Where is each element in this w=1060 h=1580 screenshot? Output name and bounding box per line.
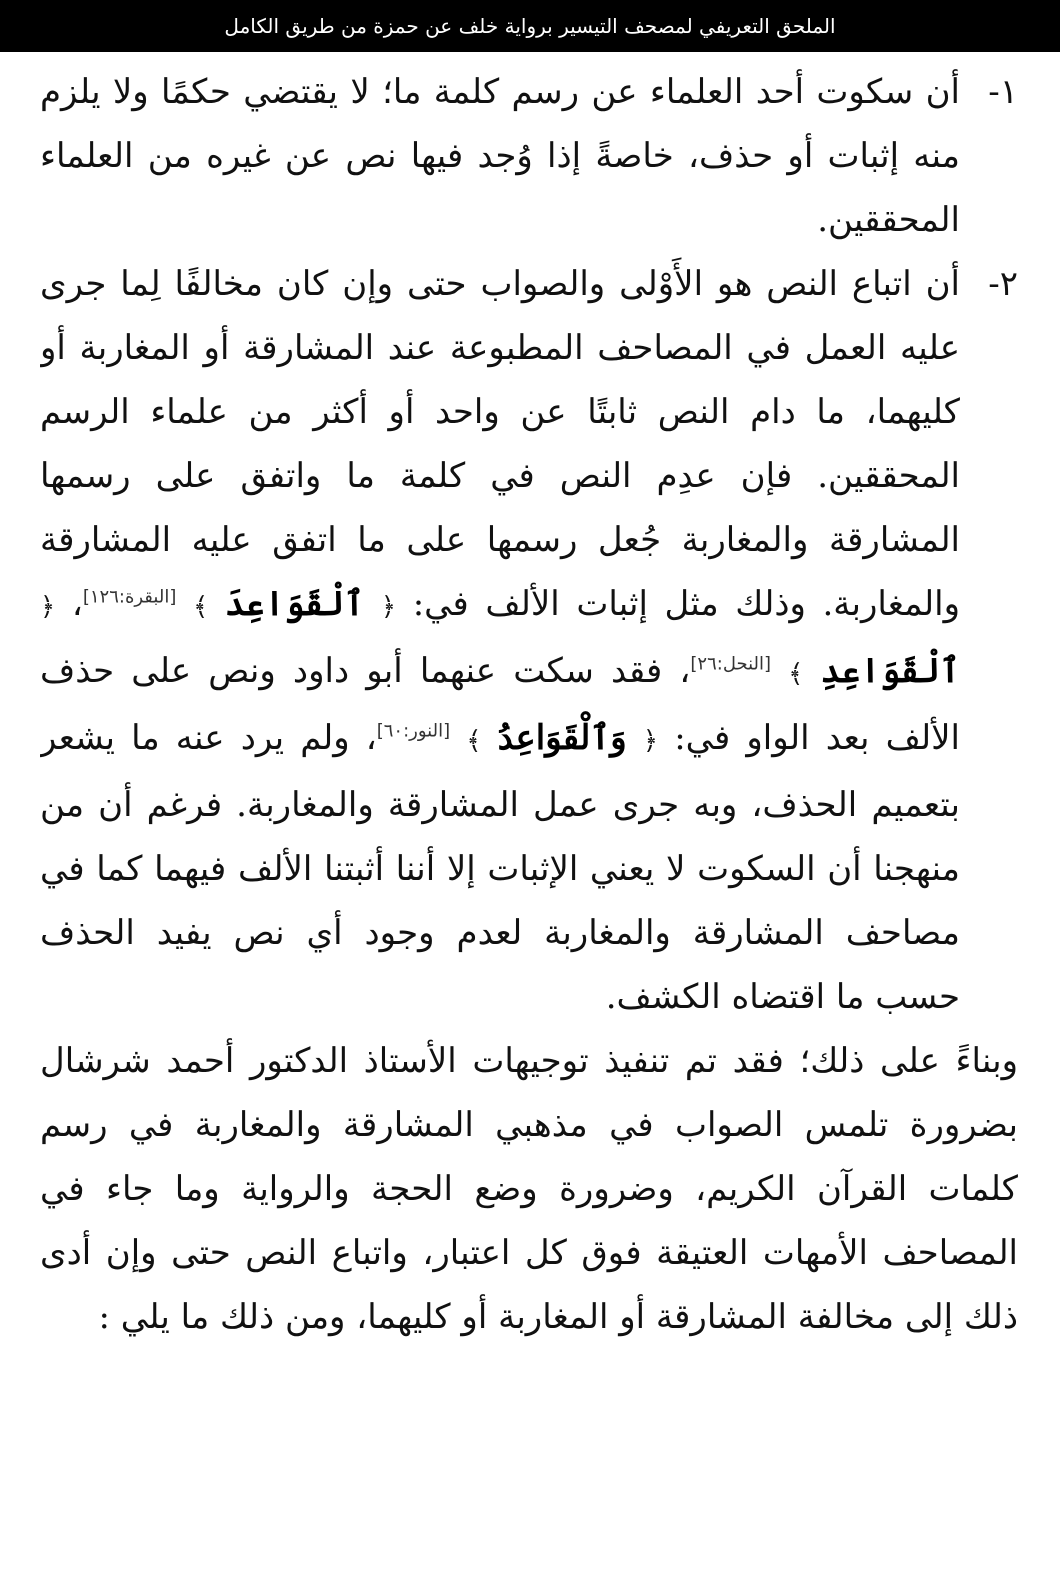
ornament-close: ﴾ (192, 592, 209, 622)
ornament-close: ﴾ (788, 659, 804, 689)
ornament-open: ﴿ (40, 592, 56, 622)
ornament-close: ﴾ (466, 726, 482, 756)
list-item-text: أن سكوت أحد العلماء عن رسم كلمة ما؛ لا يقتضي حكمًا ولا يلزم منه إثبات أو حذف، خاصةً إذا وُجد فيها نص عن غيره من العلماء المحققين. (40, 72, 960, 240)
quran-word-1: ٱلْقَوَاعِدَ (224, 584, 365, 624)
closing-paragraph: وبناءً على ذلك؛ فقد تم تنفيذ توجيهات الأستاذ الدكتور أحمد شرشال بضرورة تلمس الصواب في مذهبي المشارقة والمغاربة في رسم كلمات القرآن الكريم، وضرورة وضع الحجة والرواية وما جاء في المصاحف الأمهات العتيقة فوق كل اعتبار، واتباع النص حتى وإن أدى ذلك إلى مخالفة المشارقة أو المغاربة أو كليهما، ومن ذلك ما يلي : (40, 1041, 1018, 1337)
header-title: الملحق التعريفي لمصحف التيسير برواية خلف عن حمزة من طريق الكامل (224, 14, 836, 38)
quran-word-2: ٱلْقَوَاعِدِ (820, 651, 960, 691)
verse-reference-1: [البقرة:١٢٦] (82, 586, 177, 608)
verse-reference-3: [النور:٦٠] (376, 720, 451, 742)
page-body (40, 60, 1018, 1570)
list-item-2 (40, 252, 1018, 1029)
quran-word-3: وَٱلْقَوَاعِدُ (497, 718, 627, 758)
item-text-part-3: ، ولم يرد عنه ما يشعر بتعميم الحذف، وبه جرى عمل المشارقة والمغاربة. فرغم أن من منهجنا أن السكوت لا يعني الإثبات إلا أننا أثبتنا الألف فيهما كما في مصاحف المشارقة والمغاربة لعدم وجود أي نص يفيد الحذف حسب ما اقتضاه الكشف. (40, 718, 960, 1017)
list-item-1 (40, 60, 1018, 252)
item-text-part-2: ، فقد سكت عنهما أبو داود ونص على حذف الألف بعد الواو في: (40, 651, 960, 758)
page-header (0, 0, 1060, 52)
ornament-open: ﴿ (380, 592, 397, 622)
list-item-text (40, 252, 960, 1029)
list-item-number: ٢- (988, 264, 1018, 304)
separator: ، (71, 584, 83, 624)
verse-reference-2: [النحل:٢٦] (690, 653, 772, 675)
list-item-number: ١- (988, 72, 1018, 112)
ornament-open: ﴿ (642, 726, 659, 756)
item-text-part-1: أن اتباع النص هو الأَوْلى والصواب حتى وإن كان مخالفًا لِما جرى عليه العمل في المصاحف المطبوعة عند المشارقة أو المغاربة أو كليهما، ما دام النص ثابتًا عن واحد أو أكثر من علماء الرسم المحققين. فإن عدِم النص في كلمة ما واتفق على رسمها المشارقة والمغاربة جُعل رسمها على ما اتفق عليه المشارقة والمغاربة. وذلك مثل إثبات الألف في: (40, 264, 961, 624)
